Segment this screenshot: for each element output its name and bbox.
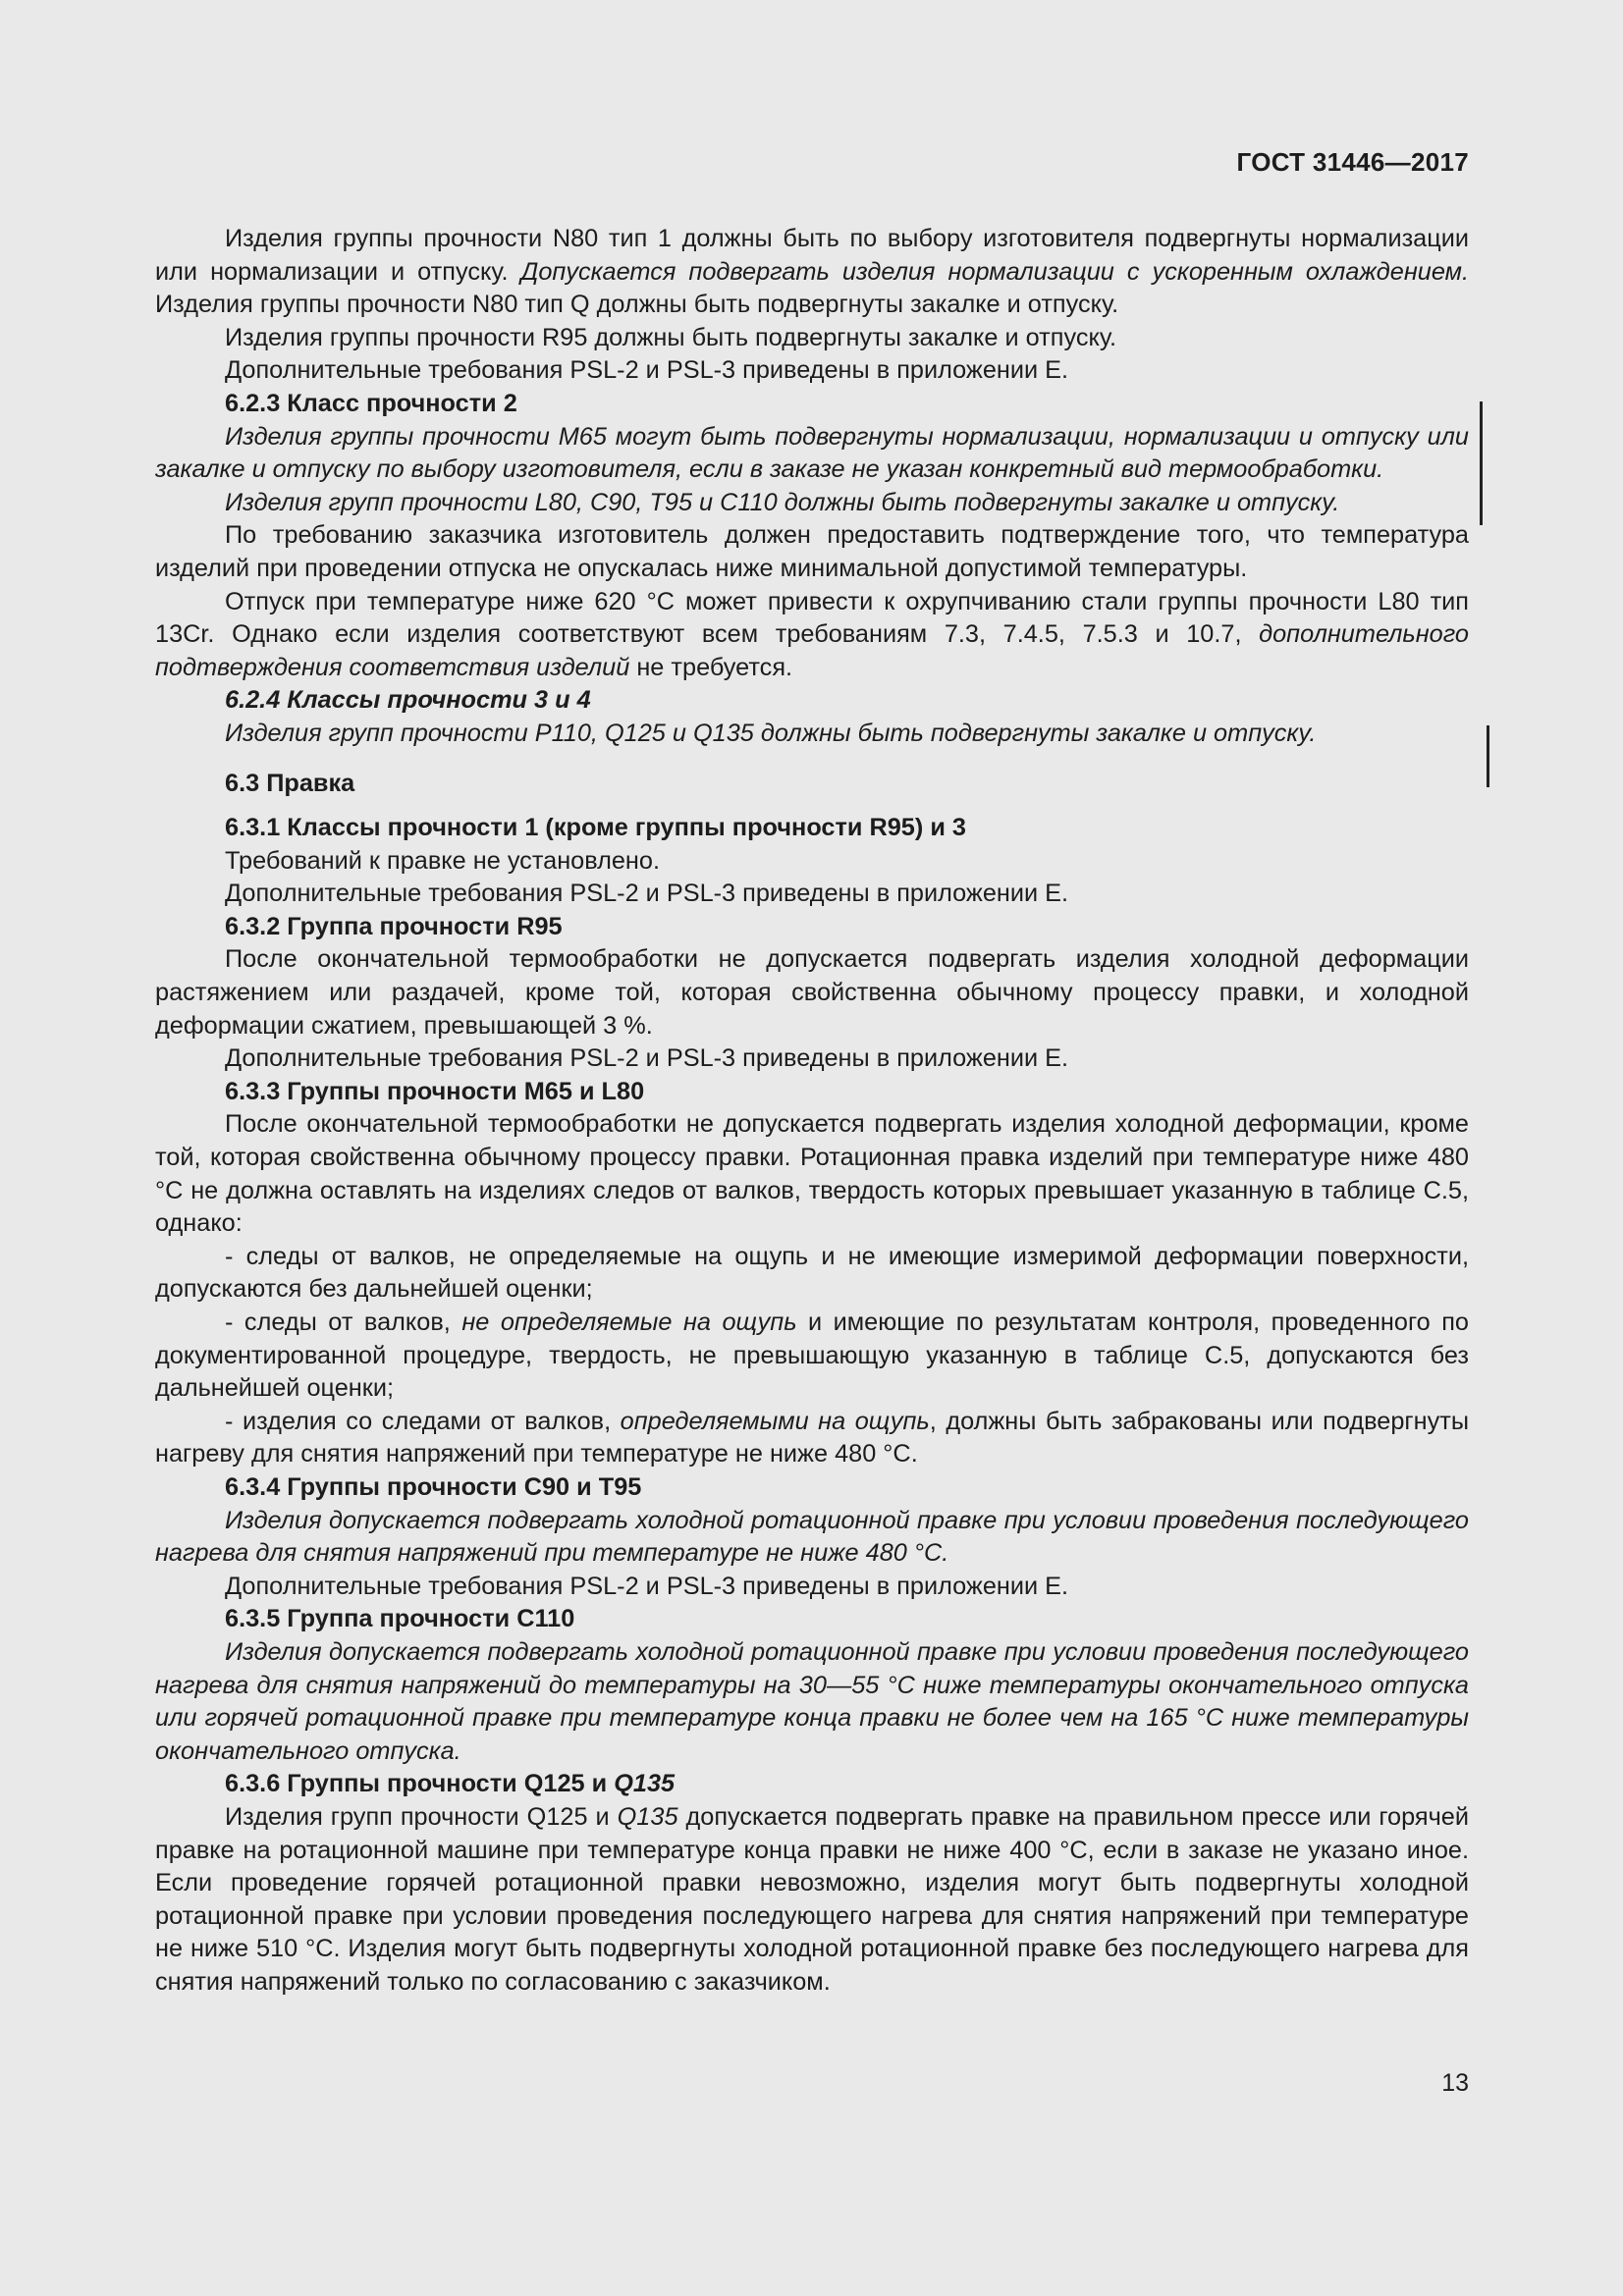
heading-6-3-2: 6.3.2 Группа прочности R95 [225,912,563,940]
paragraph: Изделия группы прочности R95 должны быть подвергнуты закалке и отпуску. [225,323,1116,351]
paragraph: Изделия группы прочности N80 тип 1 должны быть по выбору изготовителя подвергнуты нормализации или нормализации и отпуску. Допускается подвергать изделия нормализации с ускоренным охлаждением. Изделия группы прочности N80 тип Q должны быть подвергнуты закалке и отпуску. [155,225,1469,319]
heading-6-3: 6.3 Правка [225,769,355,797]
paragraph: Дополнительные требования PSL-2 и PSL-3 приведены в приложении Е. [225,1572,1069,1600]
paragraph: После окончательной термообработки не допускается подвергать изделия холодной деформации растяжением или раздачей, кроме той, которая свойственна обычному процессу правки, и холодной деформации сжатием, превышающей 3 %. [155,945,1469,1040]
paragraph: Изделия групп прочности Q125 и Q135 допускается подвергать правке на правильном прессе или горячей правке на ротационной машине при температуре конца правки не ниже 400 °С, если в заказе не указано иное. Если проведение горячей ротационной правки невозможно, изделия могут быть подвергнуты холодной ротационной правке при условии проведения последующего нагрева для снятия напряжений при температуре не ниже 510 °С. Изделия могут быть подвергнуты холодной ротационной правке без последующего нагрева для снятия напряжений только по согласованию с заказчиком. [155,1802,1469,1996]
paragraph: Изделия допускается подвергать холодной ротационной правке при условии проведения последующего нагрева для снятия напряжений до температуры на 30—55 °С ниже температуры окончательного отпуска или горячей ротационной правке при температуре конца правки не более чем на 165 °С ниже температуры окончательного отпуска. [155,1637,1469,1765]
page-number: 13 [1441,2069,1469,2097]
heading-6-2-3: 6.2.3 Класс прочности 2 [225,389,517,417]
heading-6-3-6: 6.3.6 Группы прочности Q125 и Q135 [225,1770,676,1798]
list-item: - следы от валков, не определяемые на ощупь и не имеющие измеримой деформации поверхности, допускаются без дальнейшей оценки; [155,1242,1469,1304]
paragraph: Дополнительные требования PSL-2 и PSL-3 приведены в приложении Е. [225,356,1069,385]
paragraph: Изделия группы прочности M65 могут быть подвергнуты нормализации, нормализации и отпуску или закалке и отпуску по выбору изготовителя, если в заказе не указан конкретный вид термообработки. [155,422,1469,484]
heading-6-2-4: 6.2.4 Классы прочности 3 и 4 [225,686,591,715]
paragraph: Изделия допускается подвергать холодной ротационной правке при условии проведения последующего нагрева для снятия напряжений при температуре не ниже 480 °С. [155,1506,1469,1568]
heading-6-3-3: 6.3.3 Группы прочности M65 и L80 [225,1077,645,1105]
paragraph: Дополнительные требования PSL-2 и PSL-3 приведены в приложении Е. [225,880,1069,908]
paragraph: Изделия групп прочности L80, C90, T95 и C110 должны быть подвергнуты закалке и отпуску. [225,488,1340,516]
list-item: - изделия со следами от валков, определяемыми на ощупь, должны быть забракованы или подвергнуты нагреву для снятия напряжений при температуре не ниже 480 °С. [155,1407,1470,1468]
paragraph: По требованию заказчика изготовитель должен предоставить подтверждение того, что температура изделий при проведении отпуска не опускалась ниже минимальной допустимой температуры. [155,521,1469,582]
heading-6-3-5: 6.3.5 Группа прочности C110 [225,1605,575,1633]
change-bar-1 [1480,401,1483,525]
paragraph: Дополнительные требования PSL-2 и PSL-3 приведены в приложении Е. [225,1044,1069,1073]
heading-6-3-4: 6.3.4 Группы прочности C90 и T95 [225,1472,642,1501]
change-bar-2 [1487,725,1489,787]
document-code: ГОСТ 31446—2017 [1236,147,1469,177]
heading-6-3-1: 6.3.1 Классы прочности 1 (кроме группы прочности R95) и 3 [225,814,966,842]
document-body [155,223,1469,1999]
paragraph: Отпуск при температуре ниже 620 °С может привести к охрупчиванию стали группы прочности L80 тип 13Cr. Однако если изделия соответствуют всем требованиям 7.3, 7.4.5, 7.5.3 и 10.7, дополнительного подтверждения соответствия изделий не требуется. [155,587,1469,681]
paragraph: Изделия групп прочности P110, Q125 и Q135 должны быть подвергнуты закалке и отпуску. [225,719,1317,747]
paragraph: После окончательной термообработки не допускается подвергать изделия холодной деформации, кроме той, которая свойственна обычному процессу правки. Ротационная правка изделий при температуре ниже 480 °С не должна оставлять на изделиях следов от валков, твердость которых превышает указанную в таблице С.5, однако: [155,1110,1469,1238]
paragraph: Требований к правке не установлено. [225,846,660,875]
list-item: - следы от валков, не определяемые на ощупь и имеющие по результатам контроля, проведенного по документированной процедуре, твердость, не превышающую указанную в таблице С.5, допускаются без дальнейшей оценки; [155,1308,1469,1403]
